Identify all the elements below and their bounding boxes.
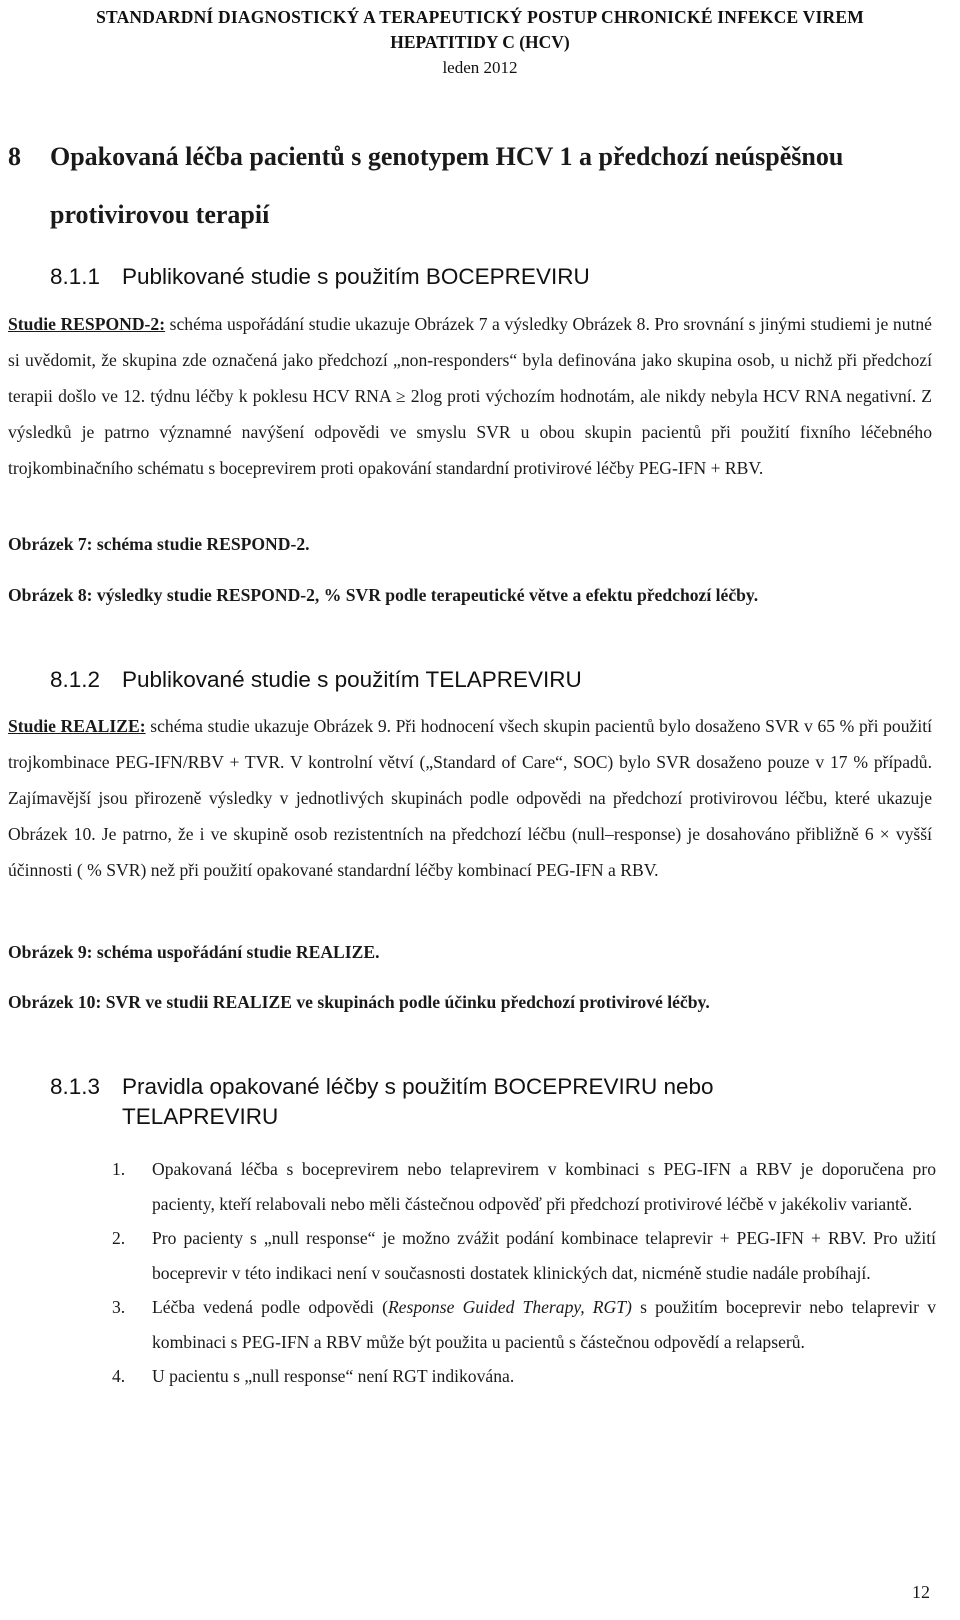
figure-7-caption: Obrázek 7: schéma studie RESPOND-2. [8,534,310,554]
section-number: 8 [8,142,21,171]
figure-10-caption: Obrázek 10: SVR ve studii REALIZE ve skupinách podle účinku předchozí protivirové léčby. [8,992,710,1012]
subsection-title: Publikované studie s použitím BOCEPREVIRU [122,264,590,289]
study-label: Studie RESPOND-2: [8,314,166,334]
list-item-text-b: s použitím boceprevir nebo telaprevir v kombinaci s PEG-IFN a RBV může být použita u pacientů s částečnou odpovědí a relapserů. [152,1297,936,1352]
list-item-number: 2. [112,1228,126,1248]
subsection-title: Publikované studie s použitím TELAPREVIRU [122,667,582,692]
page-number: 12 [912,1582,930,1602]
rgt-term: Response Guided Therapy, RGT) [387,1297,632,1317]
header-date: leden 2012 [442,58,518,77]
section-title-line1: Opakovaná léčba pacientů s genotypem HCV 1 a předchozí neúspěšnou [50,142,844,171]
subsection-number: 8.1.1 [50,264,101,289]
subsection-title-line2: TELAPREVIRU [122,1104,279,1129]
figure-8-caption: Obrázek 8: výsledky studie RESPOND-2, % SVR podle terapeutické větve a efektu předchozí léčby. [8,585,759,605]
figure-9-caption: Obrázek 9: schéma uspořádání studie REALIZE. [8,942,380,962]
list-item-text-a: Léčba vedená podle odpovědi ( [152,1297,388,1317]
section-title-line2: protivirovou terapií [50,200,270,229]
subsection-812-heading [50,665,582,695]
subsection-813-heading [50,1072,930,1132]
list-item-text: U pacientu s „null response“ není RGT indikována. [152,1366,515,1386]
list-item-number: 3. [112,1297,126,1317]
list-item [112,1152,936,1221]
subsection-811-heading [50,262,590,292]
respond2-paragraph [8,306,932,486]
section-8-heading [8,128,948,244]
list-item-number: 1. [112,1159,126,1179]
header-title-line2: HEPATITIDY C (HCV) [390,32,570,52]
study-label: Studie REALIZE: [8,716,146,736]
paragraph-text: schéma uspořádání studie ukazuje Obrázek 7 a výsledky Obrázek 8. Pro srovnání s jinými studiemi je nutné si uvědomit, že skupina zde označená jako předchozí „non-responders“ byla definována jako skupina osob, u nichž při předchozí terapii došlo ve 12. týdnu léčby k poklesu HCV RNA ≥ 2log proti výchozím hodnotám, ale nikdy nebyla HCV RNA negativní. Z výsledků je patrno významné navýšení odpovědi ve smyslu SVR u obou skupin pacientů při použití fixního léčebného trojkombinačního schématu s boceprevirem proti opakování standardní protivirové léčby PEG-IFN + RBV. [8,314,932,478]
paragraph-text: schéma studie ukazuje Obrázek 9. Při hodnocení všech skupin pacientů bylo dosaženo SVR v 65 % při použití trojkombinace PEG-IFN/RBV + TVR. V kontrolní větví („Standard of Care“, SOC) bylo SVR dosaženo pouze v 17 % případů. Zajímavější jsou přirozeně výsledky v jednotlivých skupinách podle odpovědi na předchozí protivirovou léčbu, které ukazuje Obrázek 10. Je patrno, že i ve skupině osob rezistentních na předchozí léčbu (null–response) je dosahováno přibližně 6 × vyšší účinnosti ( % SVR) než při použití opakované standardní léčby kombinací PEG-IFN a RBV. [8,716,932,880]
rules-list [112,1152,936,1394]
realize-paragraph [8,708,932,888]
list-item-text: Pro pacienty s „null response“ je možno zvážit podání kombinace telaprevir + PEG-IFN + RBV. Pro užití boceprevir v této indikaci není v současnosti dostatek klinických dat, nicméně studie nadále probíhají. [152,1228,936,1283]
subsection-title-line1: Pravidla opakované léčby s použitím BOCEPREVIRU nebo [122,1074,714,1099]
subsection-number: 8.1.2 [50,667,101,692]
list-item-number: 4. [112,1366,126,1386]
list-item [112,1221,936,1290]
page-header [0,4,960,81]
list-item [112,1290,936,1359]
list-item [112,1359,936,1394]
list-item-text [152,1290,936,1359]
header-title-line1: STANDARDNÍ DIAGNOSTICKÝ A TERAPEUTICKÝ POSTUP CHRONICKÉ INFEKCE VIREM [96,7,864,27]
list-item-text: Opakovaná léčba s boceprevirem nebo telaprevirem v kombinaci s PEG-IFN a RBV je doporučena pro pacienty, kteří relabovali nebo měli částečnou odpověď při předchozí protivirové léčbě v jakékoliv variantě. [152,1159,936,1214]
subsection-number: 8.1.3 [50,1074,101,1099]
